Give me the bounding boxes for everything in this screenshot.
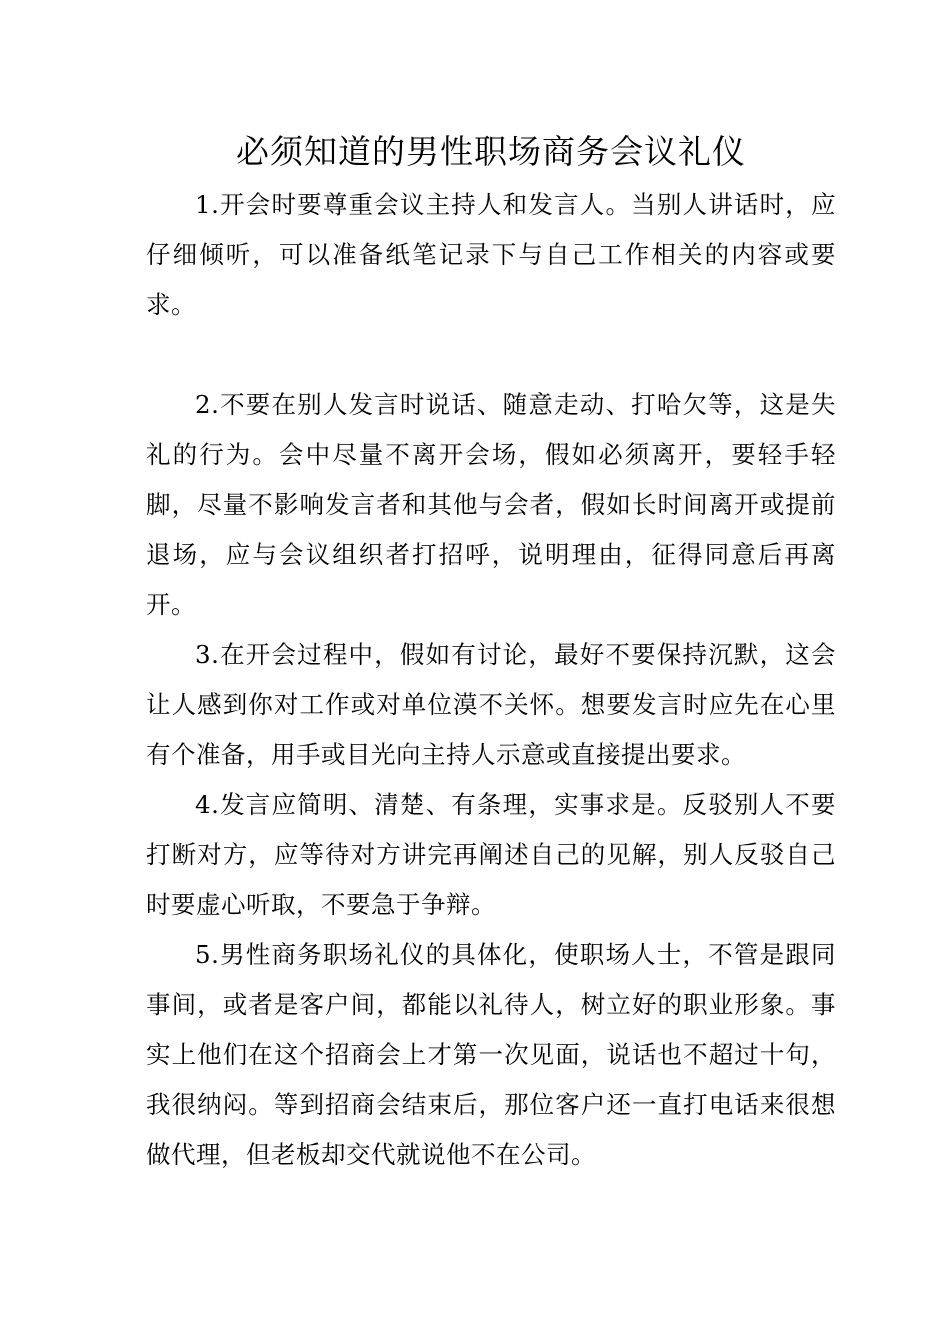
paragraph-2: 2.不要在别人发言时说话、随意走动、打哈欠等，这是失礼的行为。会中尽量不离开会场，假如必须离开，要轻手轻脚，尽量不影响发言者和其他与会者，假如长时间离开或提前退场，应与会议组织者打招呼，说明理由，征得同意后再离开。: [146, 390, 836, 619]
paragraph-1: 1.开会时要尊重会议主持人和发言人。当别人讲话时，应仔细倾听，可以准备纸笔记录下与自己工作相关的内容或要求。: [146, 190, 836, 319]
paragraph-3: 3.在开会过程中，假如有讨论，最好不要保持沉默，这会让人感到你对工作或对单位漠不关怀。想要发言时应先在心里有个准备，用手或目光向主持人示意或直接提出要求。: [146, 640, 836, 769]
paragraph-4: 4.发言应简明、清楚、有条理，实事求是。反驳别人不要打断对方，应等待对方讲完再阐述自己的见解，别人反驳自己时要虚心听取，不要急于争辩。: [146, 790, 836, 919]
document-title: 必须知道的男性职场商务会议礼仪: [236, 132, 746, 171]
paragraph-5: 5.男性商务职场礼仪的具体化，使职场人士，不管是跟同事间，或者是客户间，都能以礼待人，树立好的职业形象。事实上他们在这个招商会上才第一次见面，说话也不超过十句，我很纳闷。等到招商会结束后，那位客户还一直打电话来很想做代理，但老板却交代就说他不在公司。: [146, 940, 836, 1169]
document-page: [146, 0, 836, 1180]
